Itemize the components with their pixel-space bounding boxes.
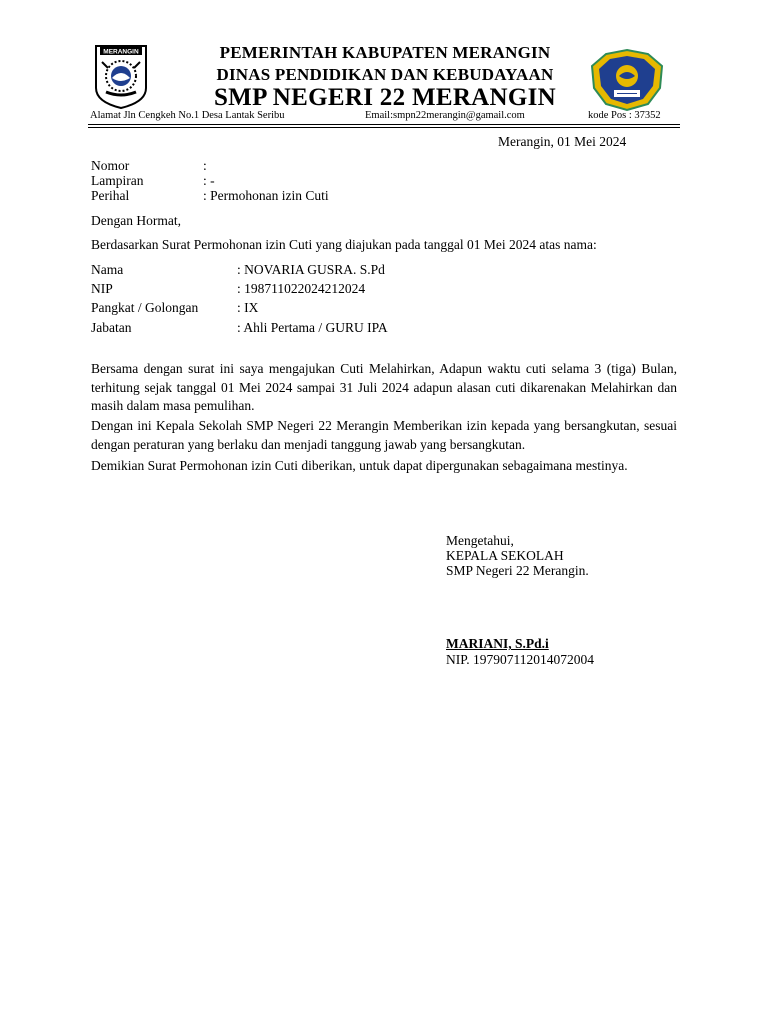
merangin-regency-emblem-icon	[88, 40, 154, 110]
signature-title: KEPALA SEKOLAH	[446, 548, 564, 563]
meta-label-lampiran: Lampiran	[91, 173, 144, 188]
person-value-pangkat: : IX	[237, 300, 259, 315]
school-name: SMP NEGERI 22 MERANGIN	[213, 84, 557, 111]
body-paragraph-3: Demikian Surat Permohonan izin Cuti diberikan, untuk dapat dipergunakan sebagaimana mestinya.	[91, 458, 628, 473]
postal-code: kode Pos : 37352	[588, 110, 661, 121]
letterhead-line2: DINAS PENDIDIKAN DAN KEBUDAYAAN	[216, 65, 554, 84]
person-value-nip: : 198711022024212024	[237, 281, 366, 296]
meta-value-perihal: : Permohonan izin Cuti	[203, 188, 329, 203]
person-value-nama: : NOVARIA GUSRA. S.Pd	[237, 262, 385, 277]
salutation: Dengan Hormat,	[91, 213, 181, 228]
person-label-nip: NIP	[91, 281, 113, 296]
school-email: Email:smpn22merangin@gamail.com	[365, 110, 525, 121]
signature-acknowledged: Mengetahui,	[446, 533, 514, 548]
header-divider	[88, 124, 680, 125]
signature-school: SMP Negeri 22 Merangin.	[446, 563, 589, 578]
meta-value-lampiran: : -	[203, 173, 215, 188]
meta-label-perihal: Perihal	[91, 188, 130, 203]
signatory-name: MARIANI, S.Pd.i	[446, 636, 549, 651]
meta-value-nomor: :	[203, 158, 207, 173]
left-logo-text: MERANGIN	[103, 48, 139, 56]
person-label-nama: Nama	[91, 262, 124, 277]
school-address: Alamat Jln Cengkeh No.1 Desa Lantak Seribu	[90, 110, 285, 121]
intro-paragraph: Berdasarkan Surat Permohonan izin Cuti yang diajukan pada tanggal 01 Mei 2024 atas nama:	[91, 237, 597, 252]
person-label-pangkat: Pangkat / Golongan	[91, 300, 199, 315]
signatory-nip: NIP. 197907112014072004	[446, 652, 595, 667]
body-paragraph-2: Dengan ini Kepala Sekolah SMP Negeri 22 Merangin Memberikan izin kepada yang bersangkutan, sesuai dengan peraturan yang berlaku dan menjadi tanggung jawab yang bersangkutan.	[91, 418, 677, 452]
letterhead-line1: PEMERINTAH KABUPATEN MERANGIN	[219, 43, 551, 62]
letter-date: Merangin, 01 Mei 2024	[498, 134, 627, 149]
person-value-jabatan: : Ahli Pertama / GURU IPA	[237, 320, 388, 335]
meta-label-nomor: Nomor	[91, 158, 130, 173]
person-label-jabatan: Jabatan	[91, 320, 132, 335]
header-divider-thin	[88, 127, 680, 128]
body-paragraph-1: Bersama dengan surat ini saya mengajukan Cuti Melahirkan, Adapun waktu cuti selama 3 (tiga) Bulan, terhitung sejak tanggal 01 Mei 2024 sampai 31 Juli 2024 adapun alasan cuti dikarenakan Melahirkan dan masih dalam masa pemulihan.	[91, 361, 677, 413]
